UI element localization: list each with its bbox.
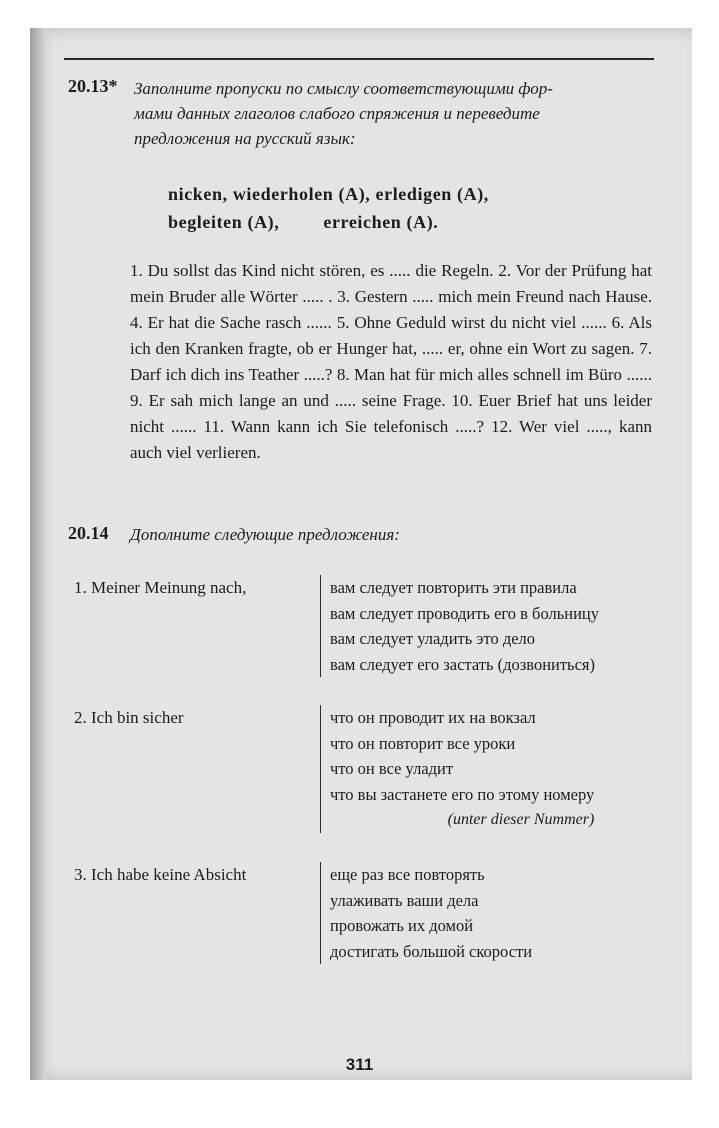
verb-2: wiederholen (A), <box>232 184 371 204</box>
item-3-option: провожать их домой <box>330 916 474 935</box>
verb-1: nicken, <box>168 184 228 204</box>
item-2-option: что вы застанете его по этому номеру <box>330 784 595 804</box>
page-number: 311 <box>345 1055 374 1074</box>
item-3-option: достигать большой скорости <box>330 941 533 961</box>
item-1-option: вам следует его застать (дозвониться) <box>330 654 595 674</box>
item-3-options <box>320 862 532 964</box>
item-2-stem: 2. Ich bin sicher <box>74 708 184 727</box>
item-2-options <box>320 705 594 833</box>
exercise-13-task-line-3: предложения на русский язык: <box>134 129 356 148</box>
exercise-14-number: 20.14 <box>68 523 109 543</box>
item-2-option: что он все уладит <box>330 759 454 778</box>
item-1-option: вам следует повторить эти правила <box>330 578 577 597</box>
verb-3: erledigen (A), <box>375 184 489 204</box>
exercise-13-task-line-1: Заполните пропуски по смыслу соответствующими фор- <box>134 79 553 98</box>
item-1-option: вам следует уладить это дело <box>330 629 536 648</box>
verb-5: erreichen (A). <box>323 212 439 232</box>
item-1-stem: 1. Meiner Meinung nach, <box>74 578 247 597</box>
item-1-options <box>320 575 599 677</box>
exercise-14-task: Дополните следующие предложения: <box>130 525 400 544</box>
item-2-option: что он повторит все уроки <box>330 733 516 753</box>
verb-list <box>168 180 489 236</box>
item-2-option: что он проводит их на вокзал <box>330 708 536 727</box>
item-2-note: (unter dieser Nummer) <box>447 811 595 828</box>
item-3-stem: 3. Ich habe keine Absicht <box>74 865 247 884</box>
item-3-option: еще раз все повторять <box>330 865 485 884</box>
page-binding-shadow <box>30 28 46 1080</box>
exercise-13-number: 20.13* <box>68 76 118 96</box>
verb-4: begleiten (A), <box>168 212 280 232</box>
item-1-option: вам следует проводить его в больницу <box>330 603 599 623</box>
item-3-option: улаживать ваши дела <box>330 890 479 910</box>
top-rule <box>64 58 654 60</box>
exercise-13-sentences: 1. Du sollst das Kind nicht stören, es ..... die Regeln. 2. Vor der Prüfung hat mein Bruder alle Wörter ..... . 3. Gestern ..... mich mein Freund nach Hause. 4. Er hat die Sache rasch ...... 5. Ohne Geduld wirst du nicht viel ...... 6. Als ich den Kranken fragte, ob er Hunger hat, ..... er, ohne ein Wort zu sagen. 7. Darf ich dich ins Teather .....? 8. Man hat für mich alles schnell im Büro ...... 9. Er sah mich lange an und ..... seine Frage. 10. Euer Brief hat uns leider nicht ...... 11. Wann kann ich Sie telefonisch .....? 12. Wer viel ....., kann auch viel verlieren. <box>130 261 652 462</box>
exercise-13-task-line-2: мами данных глаголов слабого спряжения и переведите <box>134 104 540 123</box>
